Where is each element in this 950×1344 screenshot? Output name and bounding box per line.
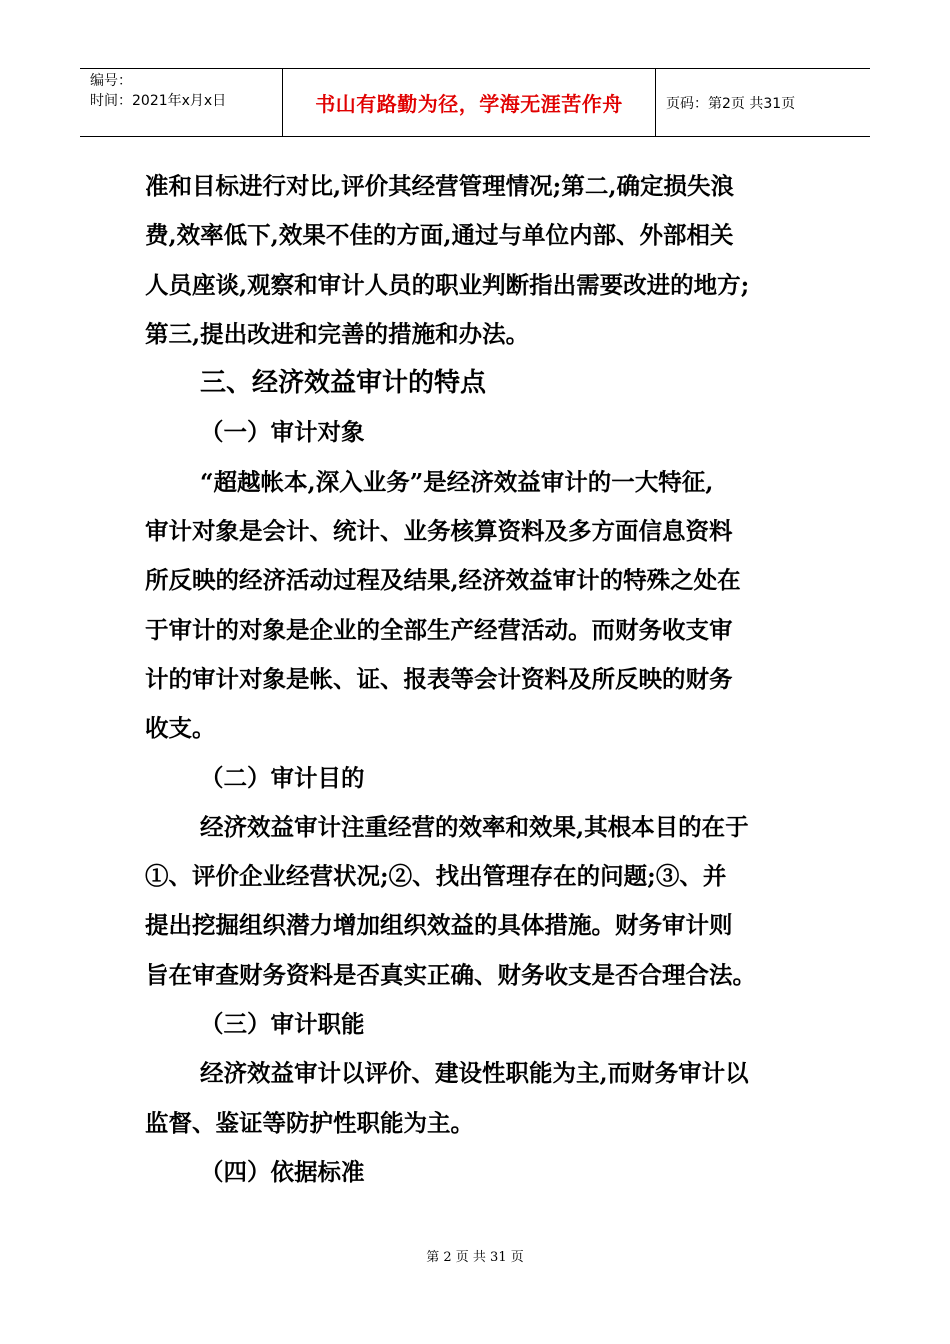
body-line: 监督、鉴证等防护性职能为主。 [145, 1108, 474, 1137]
page-header [80, 68, 870, 137]
body-line: 费,效率低下,效果不佳的方面,通过与单位内部、外部相关 [145, 221, 734, 250]
section-heading: 三、经济效益审计的特点 [200, 368, 487, 399]
body-line: 经济效益审计以评价、建设性职能为主,而财务审计以 [200, 1059, 749, 1088]
subsection-heading: （一）审计对象 [200, 418, 365, 447]
header-motto-cell [282, 69, 656, 136]
header-page-cell [656, 69, 870, 136]
motto: 书山有路勤为径，学海无涯苦作舟 [315, 92, 623, 116]
subsection-heading: （二）审计目的 [200, 763, 365, 792]
body-line: 计的审计对象是帐、证、报表等会计资料及所反映的财务 [145, 664, 733, 693]
page-footer: 第 2 页 共 31 页 [426, 1250, 524, 1265]
body-line: 审计对象是会计、统计、业务核算资料及多方面信息资料 [145, 517, 733, 546]
body-line: 第三,提出改进和完善的措施和办法。 [145, 319, 530, 348]
body-line: 经济效益审计注重经营的效率和效果,其根本目的在于 [200, 812, 749, 841]
time-label: 时间：2021年x月x日 [90, 93, 227, 109]
body-line: 人员座谈,观察和审计人员的职业判断指出需要改进的地方; [145, 270, 750, 299]
subsection-heading: （四）依据标准 [200, 1157, 365, 1186]
body-line: 所反映的经济活动过程及结果,经济效益审计的特殊之处在 [145, 566, 741, 595]
subsection-heading: （三）审计职能 [200, 1010, 365, 1039]
page-info: 页码：第2页 共31页 [666, 95, 796, 112]
body-line: ①、评价企业经营状况;②、找出管理存在的问题;③、并 [145, 862, 727, 891]
body-line: 于审计的对象是企业的全部生产经营活动。而财务收支审 [145, 615, 733, 644]
body-line: 收支。 [145, 714, 216, 743]
body-line: 准和目标进行对比,评价其经营管理情况;第二,确定损失浪 [145, 172, 735, 200]
body-line: 提出挖掘组织潜力增加组织效益的具体措施。财务审计则 [145, 911, 733, 940]
body-line: “超越帐本,深入业务”是经济效益审计的一大特征, [200, 467, 714, 496]
number-label: 编号： [90, 73, 132, 89]
header-meta [80, 69, 282, 136]
body-line: 旨在审查财务资料是否真实正确、财务收支是否合理合法。 [145, 960, 756, 989]
document-body [145, 162, 810, 1197]
